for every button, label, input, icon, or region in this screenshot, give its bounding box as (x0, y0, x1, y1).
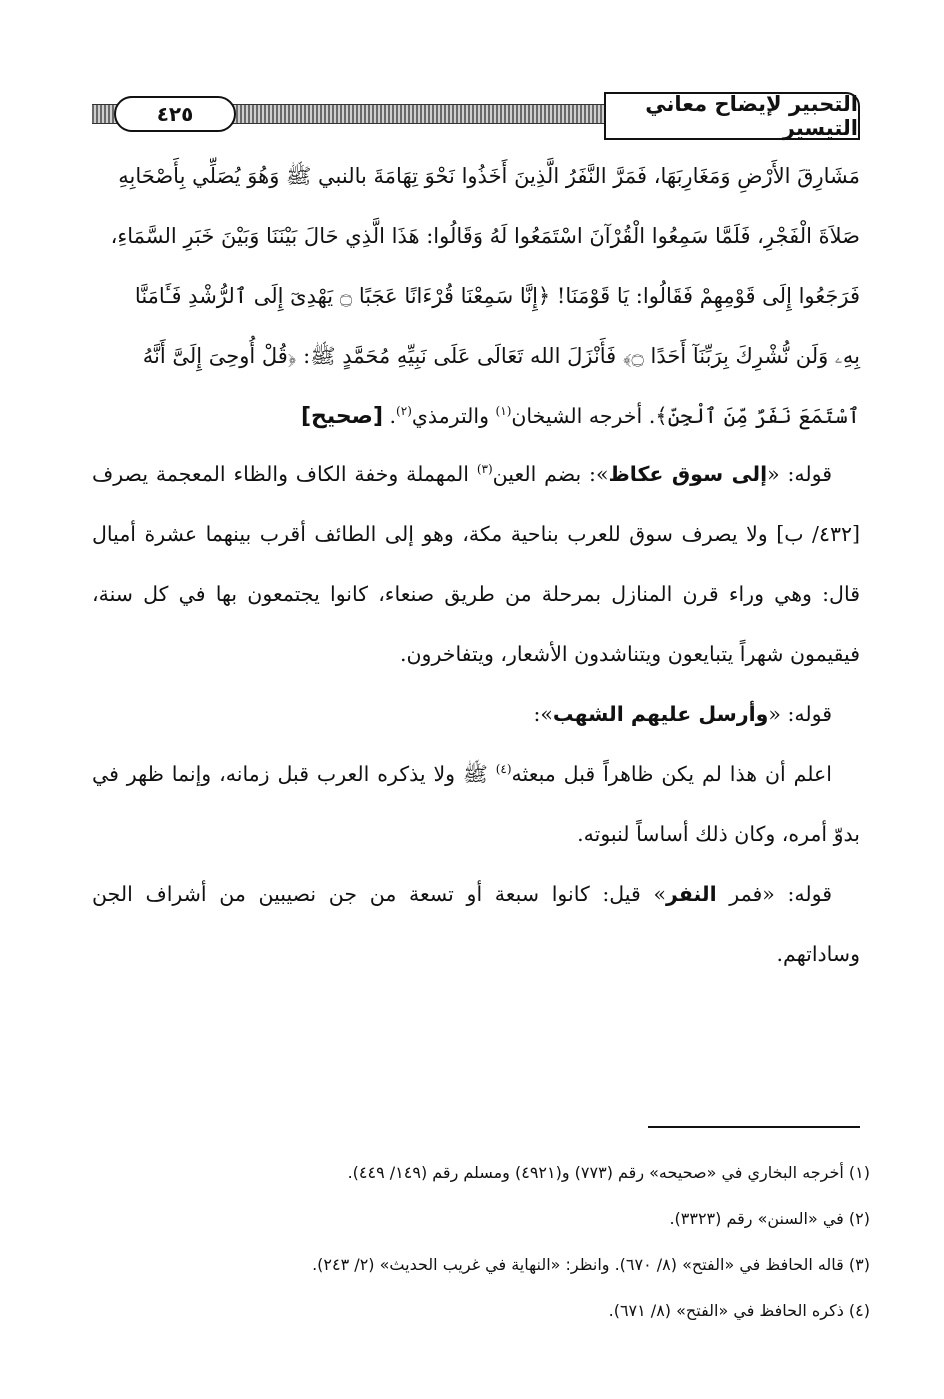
passage-line: فَرَجَعُوا إِلَى قَوْمِهِمْ فَقَالُوا: يَا قَوْمَنَا! ﴿إِنَّا سَمِعْنَا قُرْءَانًا عَجَبًا ۝ يَهْدِىٓ إِلَى ٱلرُّشْدِ فَـَٔامَنَّا (134, 284, 860, 308)
footnote: (١) أخرجه البخاري في «صحيحه» رقم (٧٧٣) و(٤٩٢١) ومسلم رقم (١٤٩/ ٤٤٩). (347, 1163, 870, 1182)
commentary-text: ﷺ ولا يذكره العرب قبل زمانه، وإنما ظهر في بدوّ أمره، وكان ذلك أساساً لنبوته. (92, 762, 860, 846)
footnote: (٤) ذكره الحافظ في «الفتح» (٨/ ٦٧١). (608, 1301, 870, 1320)
running-header (92, 92, 860, 140)
commentary-paragraph (92, 744, 860, 864)
hadith-grade: [صحيح] (300, 404, 383, 429)
commentary-text: المهملة وخفة الكاف والظاء المعجمة يصرف [٤٣٢/ ب] ولا يصرف سوق للعرب بناحية مكة، وهو إلى الطائف أقرب بينهما عشرة أميال قال: وهي وراء قرن المنازل بمرحلة من طريق صنعاء، كانوا يجتمعون بها في كل سنة، فيقيمون شهراً يتبايعون ويتناشدون الأشعار، ويتفاخرون. (92, 462, 860, 666)
quote-open: قوله: «فمر (716, 882, 832, 906)
commentary-paragraph (92, 864, 860, 984)
commentary-paragraph (92, 444, 860, 684)
passage-line: صَلاَةَ الْفَجْرِ، فَلَمَّا سَمِعُوا الْقُرْآنَ اسْتَمَعُوا لَهُ وَقَالُوا: هَذَا الَّذِي حَالَ بَيْنَنَا وَبَيْنَ خَبَرِ السَّمَاءِ، (110, 224, 860, 248)
page-number: ٤٢٥ (114, 96, 236, 132)
commented-term: وأرسل عليهم الشهب (552, 702, 769, 726)
footnote-ref: (٣) (476, 462, 493, 477)
commented-term: إلى سوق عكاظ (608, 462, 768, 486)
commented-term: النفر (666, 882, 717, 906)
commentary-text: اعلم أن هذا لم يكن ظاهراً قبل مبعثه (511, 762, 832, 786)
commentary-text: »: بضم العين (492, 462, 609, 486)
passage-line: مَشَارِقَ الأَرْضِ وَمَغَارِبَهَا، فَمَرَّ النَّفَرُ الَّذِينَ أَخَذُوا نَحْوَ تِهَامَةَ بالنبي ﷺ وَهُوَ يُصَلِّي بِأَصْحَابِهِ (118, 164, 860, 188)
verse-text: ٱسْتَمَعَ نَفَرٌ مِّنَ ٱلْجِنِّ﴾. (648, 404, 860, 428)
commentary-paragraph (92, 684, 860, 744)
quote-close: »: (533, 702, 553, 726)
passage-line-final: ٱسْتَمَعَ نَفَرٌ مِّنَ ٱلْجِنِّ﴾. أخرجه الشيخان$^{(١)}$ والترمذي$^{(٢)}$. [صحيح] (300, 404, 860, 429)
footnote-ref: (٢) (396, 404, 412, 419)
passage-line: بِهِۦ وَلَن نُّشْرِكَ بِرَبِّنَآ أَحَدًا ۝﴾ فَأَنْزَلَ الله تَعَالَى عَلَى نَبِيِّهِ مُحَمَّدٍ ﷺ: ﴿قُلْ أُوحِىَ إِلَىَّ أَنَّهُ (142, 344, 860, 368)
footnote: (٣) قاله الحافظ في «الفتح» (٨/ ٦٧٠). وانظر: «النهاية في غريب الحديث» (٢/ ٢٤٣). (312, 1255, 870, 1274)
book-title: التحبير لإيضاح معاني التيسير (604, 92, 860, 140)
commentary-text: » قيل: كانوا سبعة أو تسعة من جن نصيبين من أشراف الجن وساداتهم. (92, 882, 860, 966)
attribution-and: والترمذي (411, 404, 490, 428)
hadith-passage (92, 146, 860, 447)
footnotes (92, 1150, 870, 1334)
footnote-separator (648, 1126, 860, 1128)
footnote: (٢) في «السنن» رقم (٣٣٢٣). (669, 1209, 870, 1228)
quote-open: قوله: « (768, 702, 832, 726)
commentary (92, 444, 860, 984)
footnote-ref: (١) (495, 404, 512, 419)
quote-open: قوله: « (767, 462, 833, 486)
footnote-ref: (٤) (495, 762, 512, 777)
attribution-text: أخرجه الشيخان (511, 404, 643, 428)
